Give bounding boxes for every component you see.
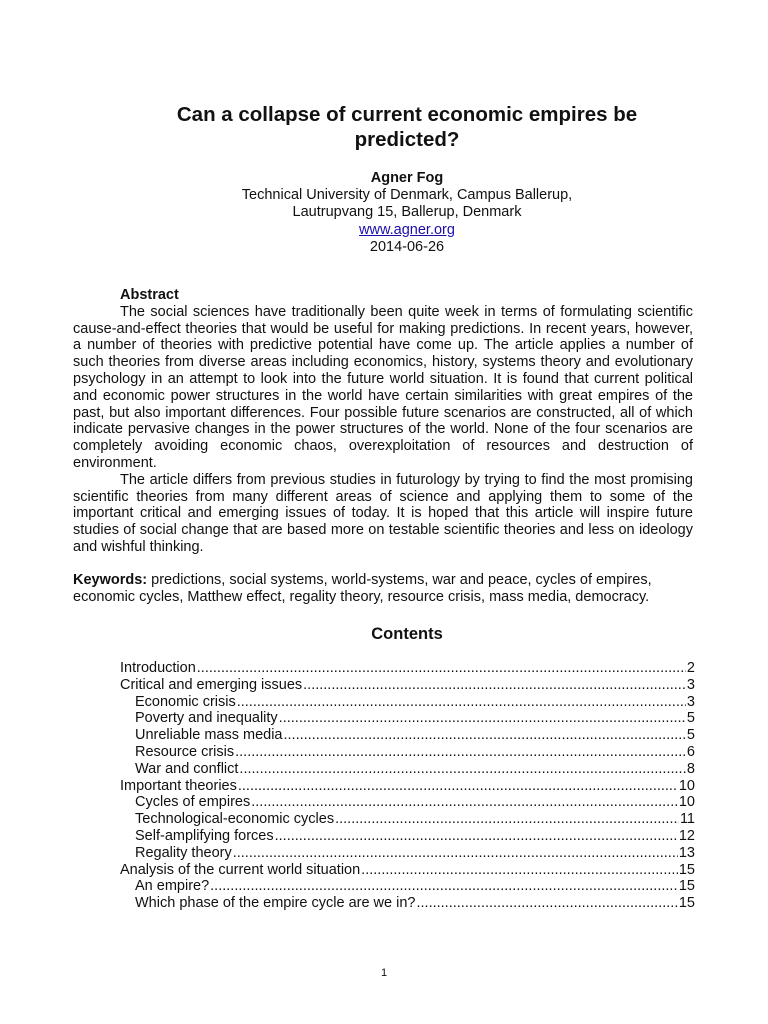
toc-entry-label: Cycles of empires [135,794,251,811]
toc-entry[interactable] [120,878,695,895]
toc-dot-leader [361,862,678,879]
abstract-paragraph-1: The social sciences have traditionally been quite week in terms of formulating scientific cause-and-effect theories that would be useful for making predictions. In recent years, however, a number of theories with predictive potential have come up. The article applies a number of such theories from diverse areas including economics, history, systems theory and evolutionary psychology in an attempt to look into the future world situation. It is found that current political and economic power structures in the world have certain similarities with great empires of the past, but also important differences. Four possible future scenarios are constructed, all of which indicate pervasive changes in the power structures of the world. None of the four scenarios are completely avoiding economic chaos, overexploitation of resources and destruction of environment. [73,303,693,471]
author-name: Agner Fog [370,170,444,186]
keywords-text: predictions, social systems, world-systems, war and peace, cycles of empires, economic cycles, Matthew effect, regality theory, resource crisis, mass media, democracy. [73,572,652,605]
toc-entry-label: Important theories [120,777,237,794]
keywords-paragraph [73,572,693,606]
toc-dot-leader [235,744,686,761]
page-number: 1 [380,967,388,979]
toc-entry-label: Poverty and inequality [135,710,278,727]
toc-entry-label: Critical and emerging issues [120,676,303,693]
toc-entry-label: Economic crisis [135,693,236,710]
toc-dot-leader [416,895,677,912]
toc-entry[interactable] [120,828,695,845]
toc-entry-page: 3 [686,676,695,693]
author-website-link[interactable]: www.agner.org [359,221,455,238]
toc-entry[interactable] [120,778,695,795]
toc-entry-label: Resource crisis [135,743,235,760]
toc-entry-page: 3 [686,693,695,710]
page-title [60,102,754,152]
toc-entry-label: An empire? [135,878,210,895]
toc-entry[interactable] [120,845,695,862]
toc-entry-page: 5 [686,727,695,744]
toc-dot-leader [275,828,678,845]
toc-entry[interactable] [120,727,695,744]
toc-entry[interactable] [120,694,695,711]
toc-entry-page: 10 [678,777,695,794]
toc-entry-page: 15 [678,861,695,878]
toc-entry[interactable] [120,710,695,727]
toc-entry-label: Self-amplifying forces [135,827,274,844]
toc-entry-page: 15 [678,895,695,912]
page-title-line-1: Can a collapse of current economic empires be [176,103,638,126]
toc-entry-label: Unreliable mass media [135,727,283,744]
document-date: 2014-06-26 [369,238,445,255]
toc-entry-page: 13 [678,844,695,861]
toc-entry[interactable] [120,744,695,761]
toc-dot-leader [210,878,678,895]
abstract-paragraph-2: The article differs from previous studies in futurology by trying to find the most promising scientific theories from many different areas of science and applying them to some of the important critical and emerging issues of today. It is hoped that this article will inspire future studies of social change that are based more on testable scientific theories and less on ideology and wishful thinking. [73,471,693,555]
author-block [60,170,754,256]
toc-entry-label: Regality theory [135,844,232,861]
toc-dot-leader [239,761,686,778]
toc-entry-label: War and conflict [135,760,239,777]
toc-dot-leader [197,660,686,677]
toc-dot-leader [251,794,678,811]
toc-entry-page: 11 [679,811,695,828]
author-affiliation: Technical University of Denmark, Campus Ballerup, [241,187,573,204]
toc-entry-label: Technological-economic cycles [135,811,335,828]
toc-entry[interactable] [120,677,695,694]
toc-entry-page: 10 [678,794,695,811]
toc-entry[interactable] [120,895,695,912]
toc-entry-page: 12 [678,827,695,844]
toc-entry[interactable] [120,761,695,778]
toc-entry[interactable] [120,811,695,828]
toc-entry-label: Analysis of the current world situation [120,861,361,878]
toc-entry-page: 5 [686,710,695,727]
abstract-section [73,287,693,556]
keywords-section [73,572,693,606]
toc-entry-label: Which phase of the empire cycle are we in? [135,895,416,912]
toc-entry-label: Introduction [120,660,196,676]
toc-entry-page: 8 [686,760,695,777]
toc-entry-page: 6 [686,743,695,760]
toc-dot-leader [237,694,686,711]
page-title-line-2: predicted? [354,128,460,151]
toc-entry-page: 2 [686,660,695,676]
toc-dot-leader [238,778,678,795]
toc-dot-leader [283,727,685,744]
toc-dot-leader [303,677,686,694]
keywords-label: Keywords: [73,572,148,588]
toc-dot-leader [279,710,686,727]
toc-dot-leader [233,845,678,862]
toc-dot-leader [335,811,679,828]
toc-entry[interactable] [120,862,695,879]
contents-heading: Contents [371,625,443,643]
abstract-heading: Abstract [120,287,179,303]
toc-entry[interactable] [120,660,695,677]
author-address: Lautrupvang 15, Ballerup, Denmark [292,204,522,221]
toc-entry[interactable] [120,794,695,811]
table-of-contents [120,660,695,912]
toc-entry-page: 15 [678,878,695,895]
